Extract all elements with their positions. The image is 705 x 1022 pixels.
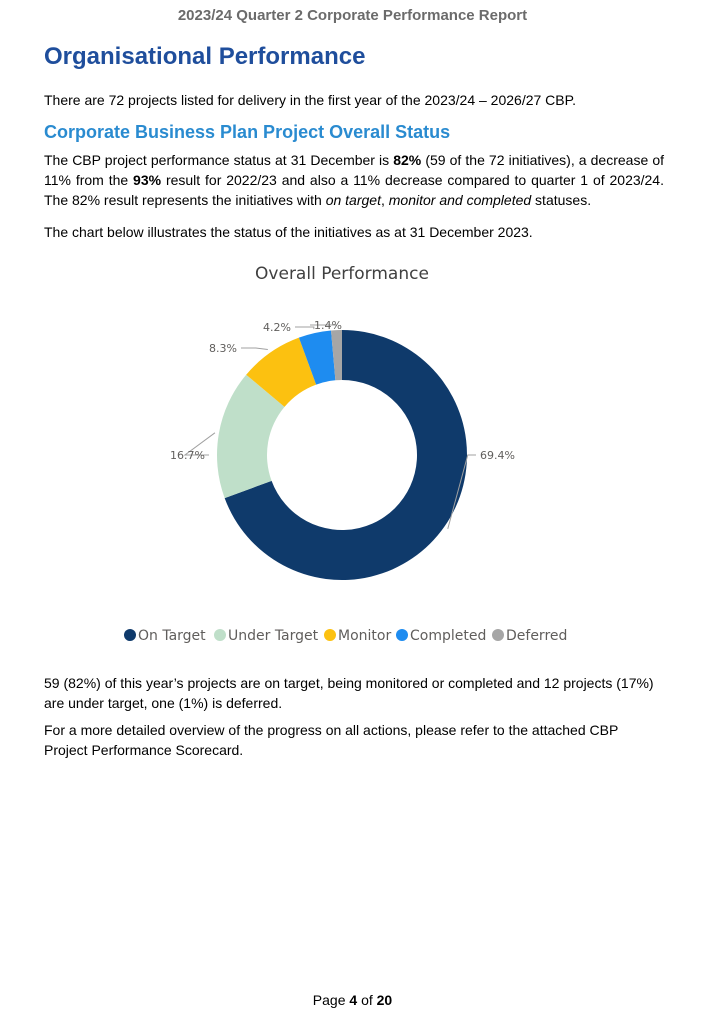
summary-paragraph: 59 (82%) of this year’s projects are on target, being monitored or completed and 12 projects (17%) are under target, one (1%) is deferred. [44,675,654,711]
section-heading: Corporate Business Plan Project Overall Status [44,122,451,142]
chart-legend [124,628,567,644]
overall-performance-chart [112,255,582,655]
chart-slices [217,330,467,580]
footer-of-word: of [361,992,373,1008]
legend-label-completed: Completed [410,628,487,644]
data-label-monitor: 8.3% [209,342,237,355]
footer-page-number: 4 [349,992,358,1008]
legend-marker-on-target [124,629,136,641]
chart-title: Overall Performance [255,264,429,284]
running-header: 2023/24 Quarter 2 Corporate Performance Report [177,7,528,24]
footer-page-total: 20 [376,992,393,1008]
data-label-on-target: 69.4% [480,449,515,462]
legend-marker-completed [396,629,408,641]
status-previous-percent: 93% [133,172,162,188]
data-label-completed: 4.2% [263,321,291,334]
status-paragraph [44,150,664,210]
legend-marker-deferred [492,629,504,641]
legend-marker-under-target [214,629,226,641]
data-label-deferred: 1.4% [314,319,342,332]
donut-chart-svg [112,255,582,655]
legend-label-deferred: Deferred [506,628,568,644]
status-text-1: The CBP project performance status at 31 December is [44,152,394,168]
callout-line-monitor [241,348,268,349]
intro-paragraph: There are 72 projects listed for delivery in the first year of the 2023/24 – 2026/27 CBP. [44,92,577,108]
chart-intro-paragraph: The chart below illustrates the status of the initiatives as at 31 December 2023. [44,224,533,240]
footer-page-word: Page [312,992,346,1008]
page-title: Organisational Performance [44,43,366,70]
status-text-5: statuses. [531,192,592,208]
status-italic-monitor-completed: monitor and completed [388,192,532,208]
status-text-4: , [380,192,389,208]
legend-marker-monitor [324,629,336,641]
reference-paragraph: For a more detailed overview of the progress on all actions, please refer to the attached CBP Project Performance Scorecard. [44,722,619,758]
status-text-3: result for 2022/23 and also a 11% decrease compared to quarter 1 of 2023/24. The 82% result represents the initiatives with [44,172,664,208]
page-footer [0,992,705,1008]
status-text-2: (59 of the 72 initiatives), a decrease of 11% from the [44,152,664,188]
legend-label-on-target: On Target [138,628,206,644]
status-italic-on-target: on target [325,192,381,208]
status-current-percent: 82% [393,152,422,168]
legend-label-under-target: Under Target [228,628,319,644]
data-label-under-target: 16.7% [170,449,205,462]
legend-label-monitor: Monitor [338,628,392,644]
callout-line-completed [295,327,314,329]
